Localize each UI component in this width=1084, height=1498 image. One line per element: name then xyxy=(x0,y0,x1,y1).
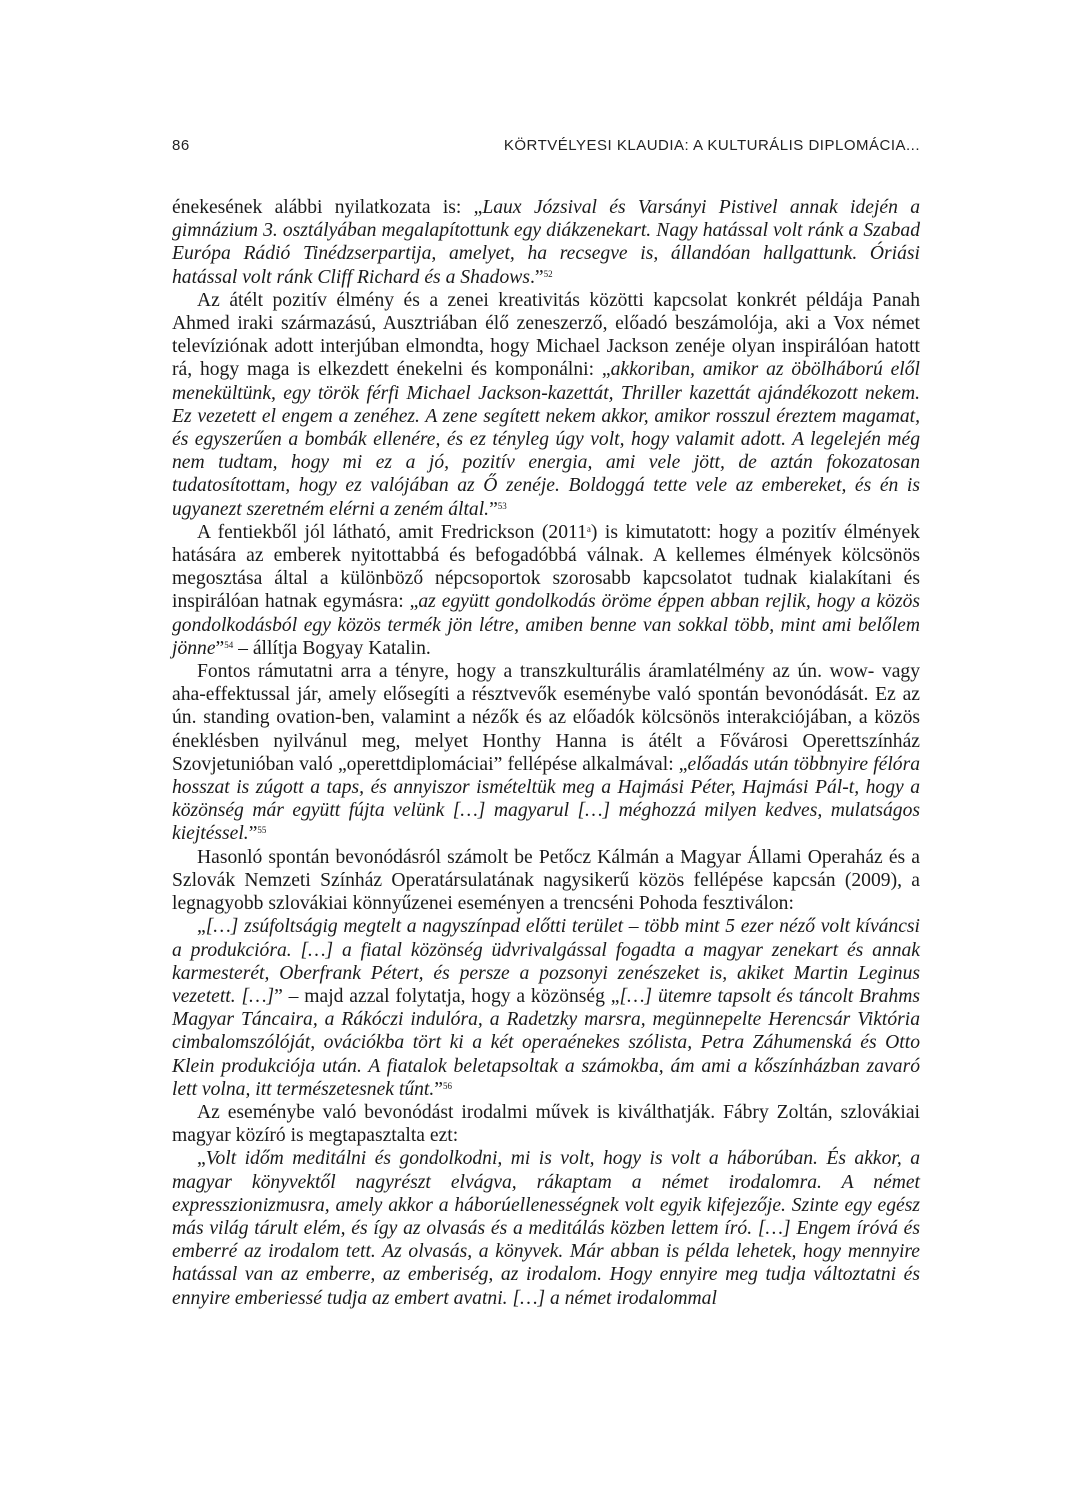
body-text-span: Az eseménybe való bevonódást irodalmi művek is kiválthatják. Fábry Zoltán, szlovákiai magyar közíró is megtapasztalta ezt: xyxy=(172,1101,920,1147)
body-text-span: „ xyxy=(197,916,206,938)
quote-text: Laux Józsival és Varsányi Pistivel annak idején a gimnázium 3. osztályában megalapítottunk egy diákzenekart. Nagy hatással volt ránk a Szabad Európa Rádió Tinédzserpartija, amelyet, ha recsegve is, állandóan hallgattunk. Óriási hatással volt ránk Cliff Richard és a Shadows xyxy=(172,197,920,288)
paragraph xyxy=(172,521,920,660)
body-text-span: Az átélt pozitív élmény és a zenei kreativitás közötti kapcsolat konkrét példája Panah Ahmed iraki származású, Ausztriában élő zeneszerző, előadó beszámolója, aki a Vox német televíziónak adott interjúban elmondta, hogy Michael Jackson zenéje olyan inspirálóan hatott rá, hogy maga is elkezdett énekelni és komponálni: „ xyxy=(172,289,920,381)
paragraph xyxy=(172,846,920,916)
body-text-span: ” – majd azzal folytatja, hogy a közönség „ xyxy=(274,985,620,1007)
quote-text: az együtt gondolkodás öröme éppen abban rejlik, hogy a közös gondolkodásból egy közös termék jön létre, amiben benne van sokkal több, mint ami belőlem jönne xyxy=(172,591,920,659)
paragraph xyxy=(172,915,920,1101)
quote-text: Volt időm meditálni és gondolkodni, mi is volt, hogy is volt a háborúban. És akkor, a magyar könyvektől nagyrészt elvágva, rákaptam a német irodalomra. A német expresszionizmusra, amely akkor a háborúellenességnek volt egyik kifejezője. Szinte egy egész más világ tárult elém, és így az olvasás és a meditálás közben lettem író. […] Engem íróvá és emberré az irodalom tett. Az olvasás, a könyvek. Már abban is példa lehetek, hogy mennyire hatással van az emberre, az emberiség, az irodalom. Hogy ennyire meg tudja változtatni és ennyire emberiessé tudja az embert avatni. […] a német irodalommal xyxy=(172,1148,920,1309)
footnote-ref: 56 xyxy=(442,1080,452,1091)
body-text-span: „ xyxy=(197,1148,206,1170)
body-text-span: – állítja Bogyay Katalin. xyxy=(233,637,431,659)
body-text-span: énekesének alábbi nyilatkozata is: „ xyxy=(172,197,483,218)
page-number: 86 xyxy=(172,136,190,154)
footnote-ref: 53 xyxy=(497,500,507,511)
footnote-ref: 55 xyxy=(257,825,267,836)
paragraph xyxy=(172,1101,920,1147)
footnote-ref: 54 xyxy=(224,639,234,650)
body-text xyxy=(172,196,920,1310)
body-text-span: ” xyxy=(489,498,498,520)
paragraph xyxy=(172,196,920,289)
running-header xyxy=(172,132,920,158)
footnote-ref: 52 xyxy=(543,268,553,279)
body-text-span: ” xyxy=(215,637,225,659)
quote-text: akkoriban, amikor az öbölháború elől menekültünk, egy török férfi Michael Jackson-kazettát, Thriller kazettát ajándékozott nekem. Ez vezetett el engem a zenéhez. A zene segített nekem akkor, amikor rosszul éreztem magamat, és egyszerűen a bombák ellenére, és ez tényleg úgy volt, hogy valamit adott. A legelején még nem tudtam, hogy mi ez a jó, pozitív energia, ami vele jött, de aztán fokozatosan tudatosítottam, hogy ez valójában az Ő zenéje. Boldoggá tette vele az embereket, és én is ugyanezt szeretném elérni a zeném által. xyxy=(172,359,920,520)
paragraph xyxy=(172,660,920,846)
quote-text: előadás után többnyire félóra hosszat is zúgott a taps, és annyiszor ismételtük meg a Hajmási Péter, Hajmási Pál-t, hogy a közönség már együtt fújta velünk […] magyarul […] méghozzá milyen kedves, mulatságos kiejtéssel. xyxy=(172,753,920,845)
body-text-span: ) is kimutatott: hogy a pozitív élmények hatására az emberek nyitottabbá és befogadóbbá válnak. A kellemes élmények kölcsönös megosztása által a különböző népcsoportok szorosabb kapcsolatot tudnak kialakítani és inspirálóan hatnak egymásra: „ xyxy=(172,521,920,613)
body-text-span: .” xyxy=(529,266,544,288)
footnote-ref: a xyxy=(586,523,591,534)
running-title: KÖRTVÉLYESI KLAUDIA: A KULTURÁLIS DIPLOMÁCIA... xyxy=(503,136,920,154)
quote-text: […] ütemre tapsolt és táncolt Brahms Magyar Táncaira, a Rákóczi indulóra, a Radetzky marsra, megünnepelte Herencsár Viktória cimbalomszólóját, ovációkba tört ki a két operaénekes szólista, Petra Záhumenská és Otto Klein produkciója után. A fiatalok beletapsoltak a számokba, ám ami a kőszínházban zavaró lett volna, itt természetesnek tűnt. xyxy=(172,985,920,1100)
body-text-span: ” xyxy=(434,1078,443,1100)
paragraph xyxy=(172,1147,920,1309)
paragraph xyxy=(172,289,920,521)
body-text-span: A fentiekből jól látható, amit Fredrickson (2011 xyxy=(197,521,587,543)
body-text-span: Fontos rámutatni arra a tényre, hogy a transzkulturális áramlatélmény az ún. wow- vagy aha-effektussal jár, amely elősegíti a résztvevők eseménybe való spontán bevonódását. Ez az ún. standing ovation-ben, valamint a nézők és az előadók kölcsönös interakciójában, a közös éneklésben nyilvánul meg, melyet Honthy Hanna is átélt a Fővárosi Operettszínház Szovjetunióban való „operettdiplomáciai” fellépése alkalmával: „ xyxy=(172,661,920,775)
body-text-span: Hasonló spontán bevonódásról számolt be Petőcz Kálmán a Magyar Állami Operaház és a Szlovák Nemzeti Színház Operatársulatának nagysikerű közös fellépése kapcsán (2009), a legnagyobb szlovákiai könnyűzenei eseményen a trencséni Pohoda fesztiválon: xyxy=(172,846,920,915)
quote-text: […] zsúfoltságig megtelt a nagyszínpad előtti terület – több mint 5 ezer néző volt kíváncsi a produkcióra. […] a fiatal közönség üdvrivalgással fogadta a magyar zenekart és annak karmesterét, Oberfrank Pétert, és persze a pozsonyi zenészeket is, akiket Martin Leginus vezetett. […] xyxy=(172,916,920,1007)
body-text-span: ” xyxy=(248,823,258,845)
